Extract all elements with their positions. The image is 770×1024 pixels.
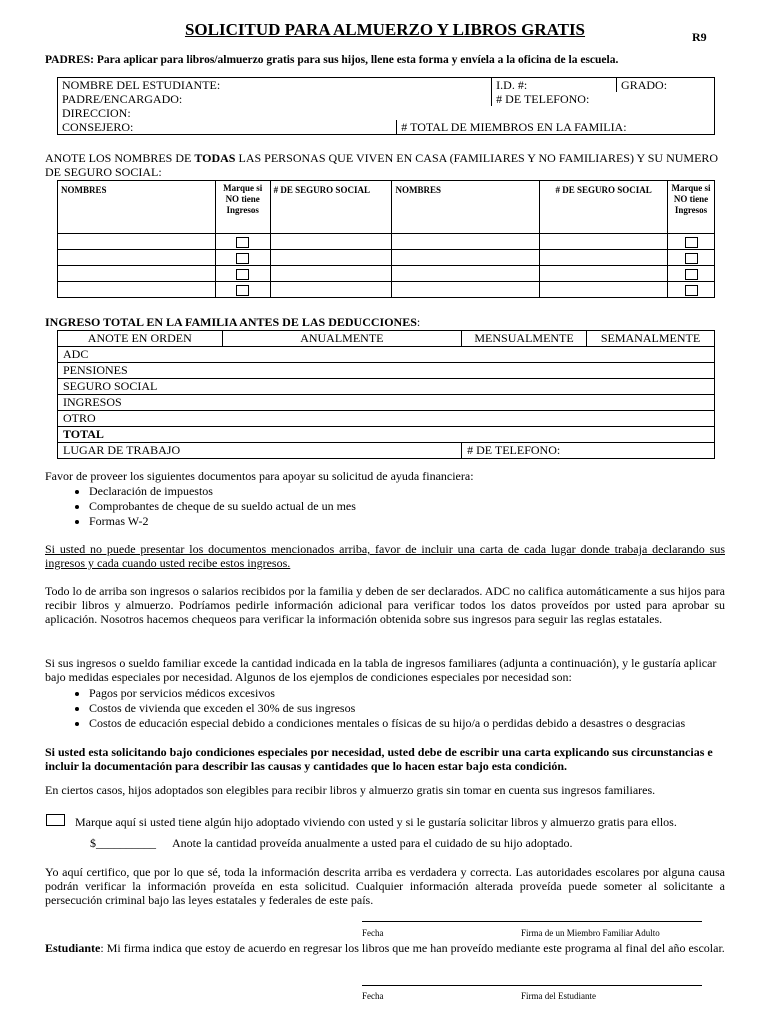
adopted-checkbox[interactable]	[46, 814, 65, 826]
household-instruction: ANOTE LOS NOMBRES DE TODAS LAS PERSONAS QUE VIVEN EN CASA (FAMILIARES Y NO FAMILIARES) Y SU NUMERO DE SEGURO SOCIAL:	[45, 151, 719, 179]
col-ssn: # DE SEGURO SOCIAL	[540, 181, 668, 234]
documents-list	[45, 484, 356, 529]
parent-field[interactable]: PADRE/ENCARGADO:	[58, 92, 492, 106]
workplace-field[interactable]: LUGAR DE TRABAJO	[58, 443, 462, 459]
no-income-checkbox[interactable]	[236, 237, 249, 248]
phone-field[interactable]: # DE TELEFONO:	[492, 92, 715, 106]
col-weekly: SEMANALMENTE	[587, 331, 715, 347]
income-row-income[interactable]: INGRESOS	[58, 395, 715, 411]
income-row-other[interactable]: OTRO	[58, 411, 715, 427]
address-field[interactable]: DIRECCION:	[58, 106, 715, 120]
no-income-checkbox[interactable]	[236, 253, 249, 264]
adopted-amount-field[interactable]: $__________	[90, 836, 156, 850]
adopted-paragraph: En ciertos casos, hijos adoptados son elegibles para recibir libros y almuerzo gratis sin tomar en cuenta sus ingresos familiares.	[45, 783, 656, 797]
income-row-pensions[interactable]: PENSIONES	[58, 363, 715, 379]
list-item: • Costos de educación especial debido a condiciones mentales o físicas de su hijo/a o perdidas debido a desastres o desgracias	[89, 716, 685, 731]
adopted-amount-label: Anote la cantidad proveída anualmente a usted para el cuidado de su hijo adoptado.	[172, 836, 573, 850]
income-table	[57, 330, 715, 459]
col-names: NOMBRES	[392, 181, 540, 234]
student-info-table	[57, 77, 715, 135]
student-statement: Estudiante: Mi firma indica que estoy de acuerdo en regresar los libros que me han proveído mediante este programa al final del año escolar.	[45, 941, 725, 955]
col-ssn: # DE SEGURO SOCIAL	[270, 181, 392, 234]
col-annual: ANUALMENTE	[222, 331, 461, 347]
table-row	[58, 234, 715, 250]
date-label: Fecha	[362, 991, 384, 1001]
parent-instructions: PADRES: Para aplicar para libros/almuerzo gratis para sus hijos, llene esta forma y envíela a la oficina de la escuela.	[45, 54, 619, 66]
no-income-checkbox[interactable]	[685, 269, 698, 280]
income-heading: INGRESO TOTAL EN LA FAMILIA ANTES DE LAS DEDUCCIONES:	[45, 315, 421, 329]
col-no-income: Marque si NO tiene Ingresos	[215, 181, 270, 234]
list-item: • Costos de vivienda que exceden el 30% de sus ingresos	[89, 701, 685, 716]
col-no-income: Marque si NO tiene Ingresos	[668, 181, 715, 234]
no-income-checkbox[interactable]	[685, 237, 698, 248]
certify-paragraph: Yo aquí certifico, que por lo que sé, toda la información descrita arriba es verdadera y correcta. Las autoridades escolares por alguna causa podrán verificar la información proveída en esta solicitud. Cualquier información alterada proveída puede someter al solicitante a persecución criminal bajo las leyes estatales y federales de este país.	[45, 865, 725, 907]
form-title: SOLICITUD PARA ALMUERZO Y LIBROS GRATIS	[184, 20, 586, 39]
col-names: NOMBRES	[58, 181, 216, 234]
signature-line-adult[interactable]	[362, 921, 702, 922]
income-row-total[interactable]: TOTAL	[58, 427, 715, 443]
col-monthly: MENSUALMENTE	[462, 331, 587, 347]
no-income-checkbox[interactable]	[685, 285, 698, 296]
adult-signature-label: Firma de un Miembro Familiar Adulto	[521, 928, 660, 938]
income-row-social-security[interactable]: SEGURO SOCIAL	[58, 379, 715, 395]
list-item: • Declaración de impuestos	[89, 484, 356, 499]
no-income-checkbox[interactable]	[236, 285, 249, 296]
no-income-checkbox[interactable]	[685, 253, 698, 264]
documents-intro: Favor de proveer los siguientes documentos para apoyar su solicitud de ayuda financiera:	[45, 469, 474, 483]
table-row	[58, 282, 715, 298]
list-item: • Comprobantes de cheque de su sueldo actual de un mes	[89, 499, 356, 514]
special-intro: Si sus ingresos o sueldo familiar excede la cantidad indicada en la tabla de ingresos familiares (adjunta a continuación), y le gustaría aplicar bajo medidas especiales por necesidad. Algunos de los ejemplos de condiciones especiales por necesidad son:	[45, 656, 717, 684]
list-item: • Pagos por servicios médicos excesivos	[89, 686, 685, 701]
table-row	[58, 266, 715, 282]
household-table	[57, 180, 715, 298]
special-list	[45, 686, 685, 731]
special-bold-paragraph: Si usted esta solicitando bajo condiciones especiales por necesidad, usted debe de escribir una carta explicando sus circunstancias e incluir la documentación para describir las causas y cantidades que lo hacen estar bajo esta condición.	[45, 745, 713, 773]
letter-paragraph: Si usted no puede presentar los documentos mencionados arriba, favor de incluir una carta de cada lugar donde trabaja declarando sus ingresos y cada cuando usted recibe estos ingresos.	[45, 542, 725, 570]
no-income-checkbox[interactable]	[236, 269, 249, 280]
grade-field[interactable]: GRADO:	[617, 78, 715, 93]
col-order: ANOTE EN ORDEN	[58, 331, 223, 347]
student-id-field[interactable]: I.D. #:	[492, 78, 617, 93]
date-label: Fecha	[362, 928, 384, 938]
signature-line-student[interactable]	[362, 985, 702, 986]
work-phone-field[interactable]: # DE TELEFONO:	[462, 443, 715, 459]
counselor-field[interactable]: CONSEJERO:	[58, 120, 397, 135]
list-item: • Formas W-2	[89, 514, 356, 529]
student-signature-label: Firma del Estudiante	[521, 991, 596, 1001]
table-row	[58, 250, 715, 266]
form-code: R9	[692, 30, 707, 44]
family-members-field[interactable]: # TOTAL DE MIEMBROS EN LA FAMILIA:	[397, 120, 715, 135]
income-row-adc[interactable]: ADC	[58, 347, 715, 363]
student-name-field[interactable]: NOMBRE DEL ESTUDIANTE:	[58, 78, 492, 93]
adopted-check-label: Marque aquí si usted tiene algún hijo adoptado viviendo con usted y si le gustaría solicitar libros y almuerzo gratis para ellos.	[75, 815, 677, 829]
income-paragraph: Todo lo de arriba son ingresos o salarios recibidos por la familia y deben de ser declarados. ADC no califica automáticamente a sus hijos para recibir libros y almuerzo. Podríamos pedirle información adicional para verificar todos los datos proveídos por usted para aprobar su aplicación. Nosotros hacemos chequeos para verificar la información obtenida sobre sus ingresos para seguir las reglas estatales.	[45, 584, 725, 626]
